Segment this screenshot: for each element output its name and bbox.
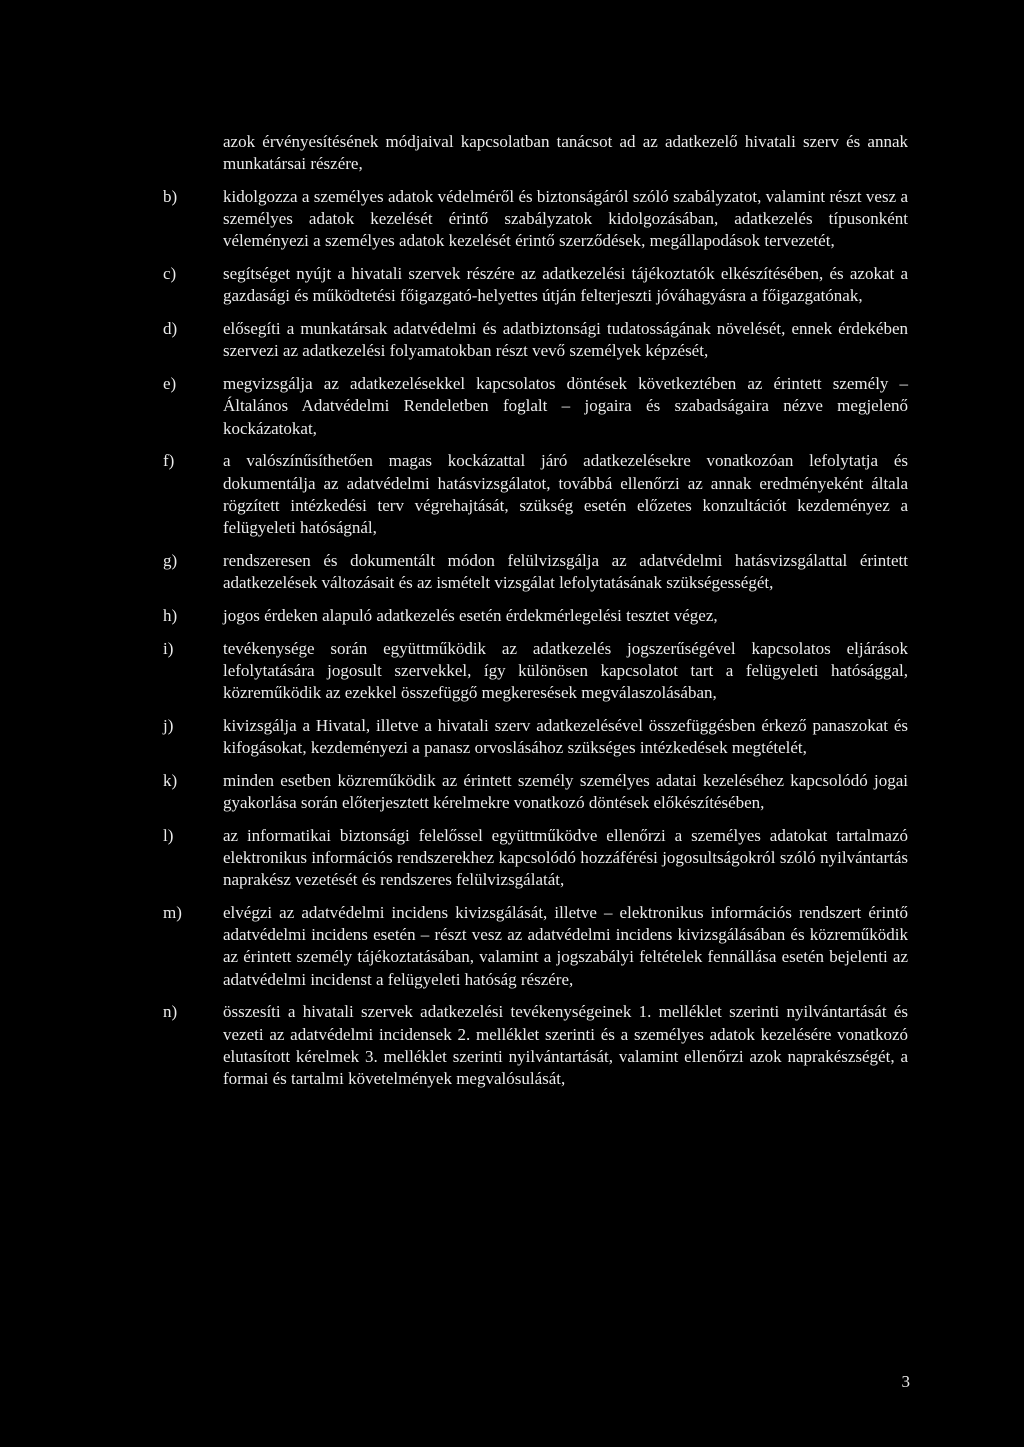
list-item-label: n) [163,1002,178,1022]
list-item-e [163,373,908,440]
intro-text: azok érvényesítésének módjaival kapcsolatban tanácsot ad az adatkezelő hivatali szerv és annak munkatársai részére, [223,132,908,174]
list-item-text: minden esetben közreműködik az érintett személy személyes adatai kezeléséhez kapcsolódó jogai gyakorlása során előterjesztett kérelmekre vonatkozó döntések előkészítésében, [223,770,908,813]
page-number: 3 [901,1372,910,1391]
list-item-text: az informatikai biztonsági felelőssel együttműködve ellenőrzi a személyes adatokat tartalmazó elektronikus információs rendszerekhez kapcsolódó hozzáférési jogosultságokról szóló nyilvántartás naprakész vezetését és rendszeres felülvizsgálatát, [223,825,908,890]
list-item-i [163,638,908,705]
list-item-g [163,550,908,594]
list-item-text: kivizsgálja a Hivatal, illetve a hivatali szerv adatkezelésével összefüggésben érkező panaszokat és kifogásokat, kezdeményezi a panasz orvoslásához szükséges intézkedések megtételét, [223,715,908,758]
list-item-text: jogos érdeken alapuló adatkezelés esetén érdekmérlegelési tesztet végez, [223,605,718,625]
list-item-text: összesíti a hivatali szervek adatkezelési tevékenységeinek 1. melléklet szerinti nyilvántartását és vezeti az adatvédelmi incidensek 2. melléklet szerinti és a személyes adatok kezelésére vonatkozó elutasított kérelmek 3. melléklet szerinti nyilvántartását, valamint ellenőrzi azok naprakészségét, a formai és tartalmi követelmények megvalósulását, [223,1002,908,1089]
list-item-label: k) [163,770,178,790]
list-item-label: h) [163,605,178,625]
list-item-label: l) [163,825,174,845]
list-item-label: e) [163,374,177,394]
list-item-label: b) [163,187,178,206]
list-item-c [163,263,908,307]
list-item-label: c) [163,264,177,284]
list-item-label: d) [163,319,178,339]
list-item-text: kidolgozza a személyes adatok védelméről és biztonságáról szóló szabályzatot, valamint részt vesz a személyes adatok kezelését érintő szabályzatok kidolgozásában, adatkezelés típusonként véleményezi a személyes adatok kezelését érintő szerződések, megállapodások tervezetét, [223,187,908,251]
list-item-k [163,770,908,814]
list-item-text: elősegíti a munkatársak adatvédelmi és adatbiztonsági tudatosságának növelését, ennek érdekében szervezi az adatkezelési folyamatokban részt vevő személyek képzését, [223,319,908,361]
list-item-text: rendszeresen és dokumentált módon felülvizsgálja az adatvédelmi hatásvizsgálattal érintett adatkezelések változásait és az ismételt vizsgálat lefolytatásának szükségességét, [223,550,908,593]
list-item-f [163,450,908,539]
list-item-text: megvizsgálja az adatkezelésekkel kapcsolatos döntések következtében az érintett személy – Általános Adatvédelmi Rendeletben foglalt – jogaira és szabadságaira nézve megjelenő kockázatokat, [223,374,908,438]
list-item-l [163,825,908,892]
list-item-text: a valószínűsíthetően magas kockázattal járó adatkezelésekre vonatkozóan lefolytatja és dokumentálja az adatvédelmi hatásvizsgálatot, továbbá ellenőrzi az annak eredményeként általa rögzített intézkedési terv végrehajtását, szükség esetén előzetes konzultációt kezdeményez a felügyeleti hatóságnál, [223,451,908,538]
intro-paragraph [163,131,908,175]
list-item-m [163,902,908,991]
list-item-label: i) [163,638,174,658]
list-item-h [163,605,908,627]
list-item-b [163,186,908,253]
list-item-label: g) [163,550,178,570]
list-item-label: j) [163,715,174,735]
list-item-label: f) [163,451,175,471]
list-item-j [163,715,908,759]
document-body [163,131,908,1101]
list-item-label: m) [163,903,182,923]
list-item-text: elvégzi az adatvédelmi incidens kivizsgálását, illetve – elektronikus információs rendszert érintő adatvédelmi incidens esetén – részt vesz az adatvédelmi incidens kivizsgálásában és közreműködik az érintett személy tájékoztatásában, valamint a jogszabályi feltételek fennállása esetén bejelenti az adatvédelmi incidenst a felügyeleti hatóság részére, [223,903,908,989]
list-item-text: segítséget nyújt a hivatali szervek részére az adatkezelési tájékoztatók elkészítésében, és azokat a gazdasági és működtetési főigazgató-helyettes útján felterjeszti jóváhagyásra a főigazgatónak, [223,264,908,306]
list-item-d [163,318,908,362]
list-item-text: tevékenysége során együttműködik az adatkezelés jogszerűségével kapcsolatos eljárások lefolytatására jogosult szervekkel, így különösen kapcsolatot tart a felügyeleti hatósággal, közreműködik az ezekkel összefüggő megkeresések megválaszolásában, [223,638,908,703]
list-item-n [163,1001,908,1090]
